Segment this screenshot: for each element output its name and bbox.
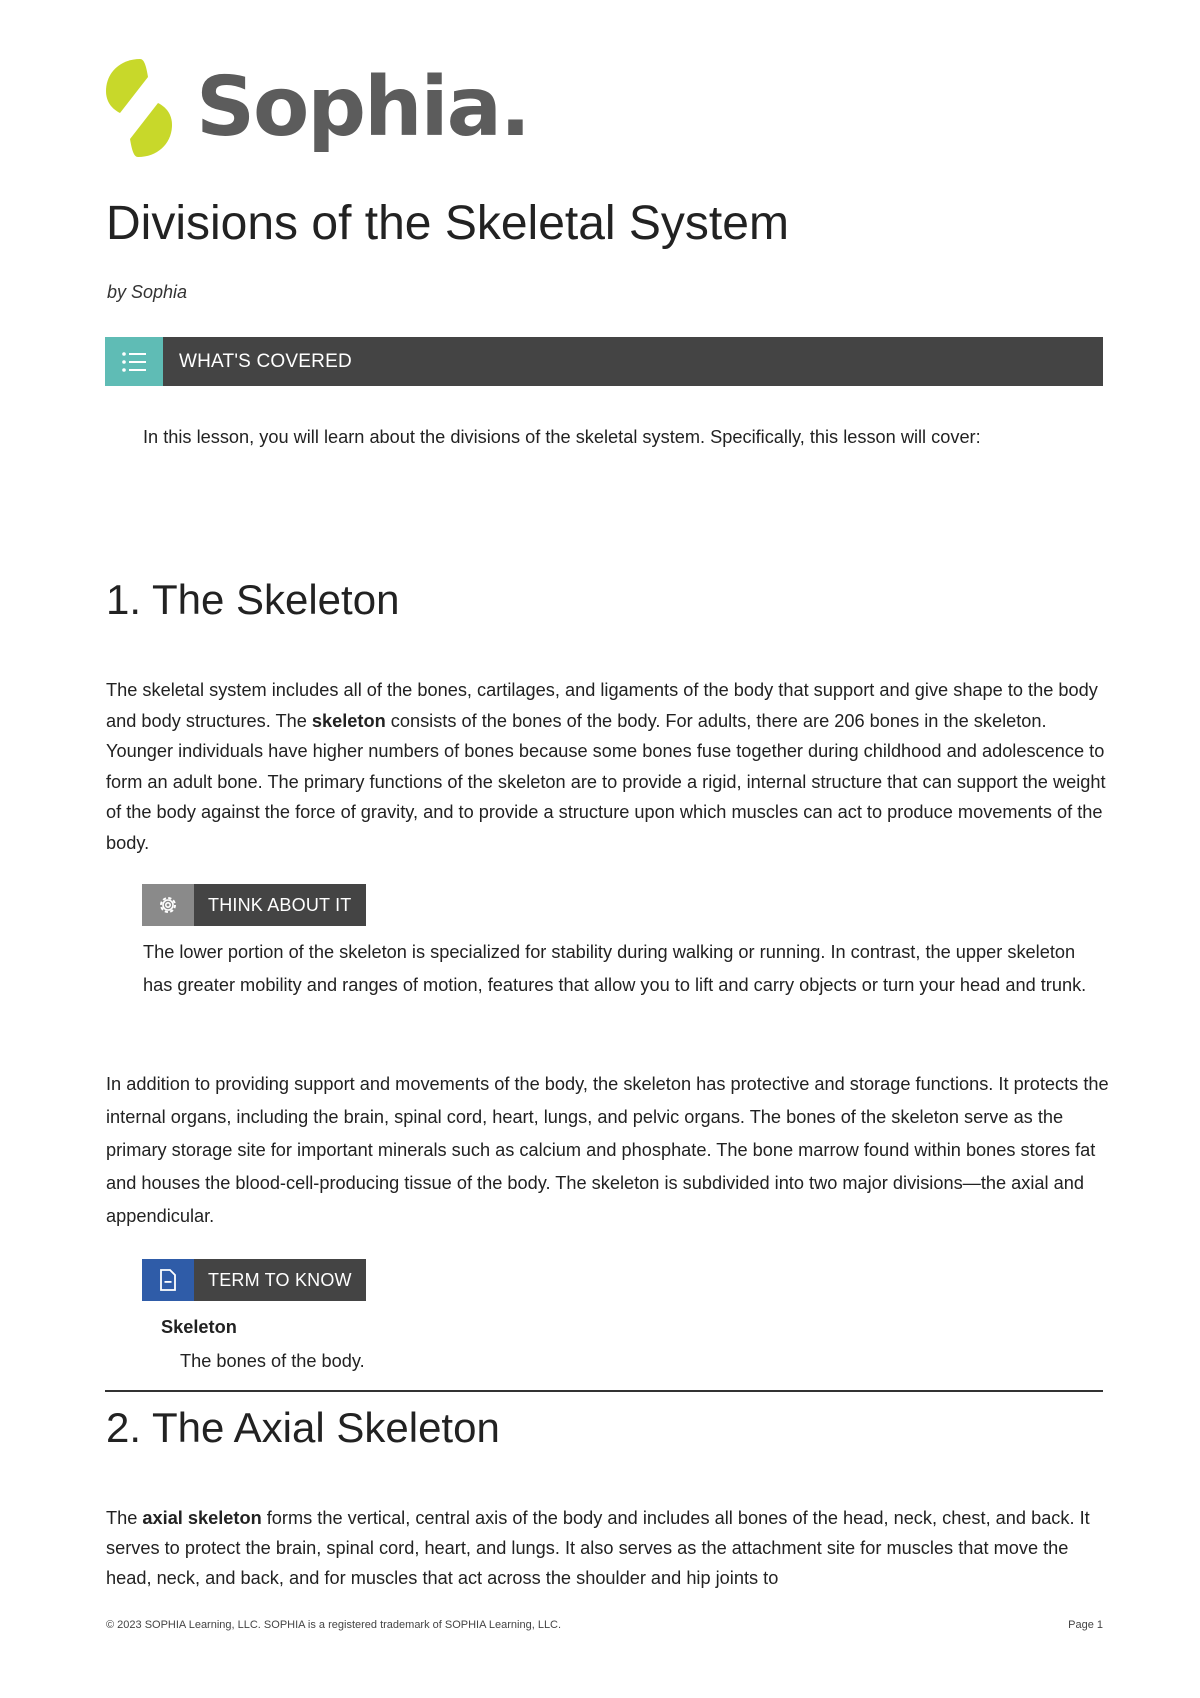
sophia-wordmark: Sophia. [196, 60, 530, 155]
byline: by Sophia [107, 282, 188, 302]
page-title: Divisions of the Skeletal System [106, 197, 789, 250]
think-about-it-icon-box [142, 884, 194, 926]
sophia-logo [104, 56, 529, 160]
list-icon [121, 351, 147, 373]
section1-heading: 1. The Skeleton [106, 576, 400, 623]
term-to-know-label: TERM TO KNOW [208, 1269, 352, 1290]
section2-heading: 2. The Axial Skeleton [106, 1404, 500, 1451]
bold-term-axial-skeleton: axial skeleton [142, 1508, 262, 1528]
term-word: Skeleton [161, 1317, 237, 1337]
whats-covered-text: In this lesson, you will learn about the divisions of the skeletal system. Specifically, this lesson will cover: [143, 427, 981, 447]
sophia-mark-icon [104, 57, 174, 159]
term-to-know-banner [142, 1259, 366, 1301]
term-to-know-icon-box [142, 1259, 194, 1301]
section1-paragraph-1: The skeletal system includes all of the bones, cartilages, and ligaments of the body that support and give shape to the body and body structures. The skeleton consists of the bones of the body. For adults, there are 206 bones in the skeleton. Younger individuals have higher numbers of bones because some bones fuse together during childhood and adolescence to form an adult bone. The primary functions of the skeleton are to provide a rigid, internal structure that can support the weight of the body against the force of gravity, and to provide a structure upon which muscles can act to produce movements of the body. [106, 680, 1106, 853]
whats-covered-banner [105, 337, 1103, 386]
bold-term-skeleton: skeleton [311, 710, 386, 731]
think-about-it-text: The lower portion of the skeleton is specialized for stability during walking or running. In contrast, the upper skeleton has greater mobility and ranges of motion, features that allow you to lift and carry objects or turn your head and trunk. [143, 942, 1087, 995]
gear-icon [156, 893, 180, 917]
section-divider [105, 1390, 1103, 1392]
section2-paragraph-1: The axial skeleton forms the vertical, central axis of the body and includes all bones of the head, neck, chest, and back. It serves to protect the brain, spinal cord, heart, and lungs. It also serves as the attachment site for muscles that move the head, neck, and back, and for muscles that act across the shoulder and hip joints to [106, 1508, 1090, 1588]
section1-paragraph-2: In addition to providing support and movements of the body, the skeleton has protective and storage functions. It protects the internal organs, including the brain, spinal cord, heart, lungs, and pelvic organs. The bones of the skeleton serve as the primary storage site for important minerals such as calcium and phosphate. The bone marrow found within bones stores fat and houses the blood-cell-producing tissue of the body. The skeleton is subdivided into two major divisions—the axial and appendicular. [106, 1074, 1109, 1226]
footer-copyright: © 2023 SOPHIA Learning, LLC. SOPHIA is a registered trademark of SOPHIA Learning, LLC. [106, 1619, 562, 1631]
whats-covered-label: WHAT'S COVERED [179, 350, 352, 372]
term-definition: The bones of the body. [180, 1351, 365, 1371]
think-about-it-label: THINK ABOUT IT [208, 894, 352, 915]
document-icon [158, 1268, 178, 1292]
think-about-it-banner [142, 884, 366, 926]
whats-covered-icon-box [105, 337, 163, 386]
footer-page-number: Page 1 [1068, 1619, 1103, 1631]
